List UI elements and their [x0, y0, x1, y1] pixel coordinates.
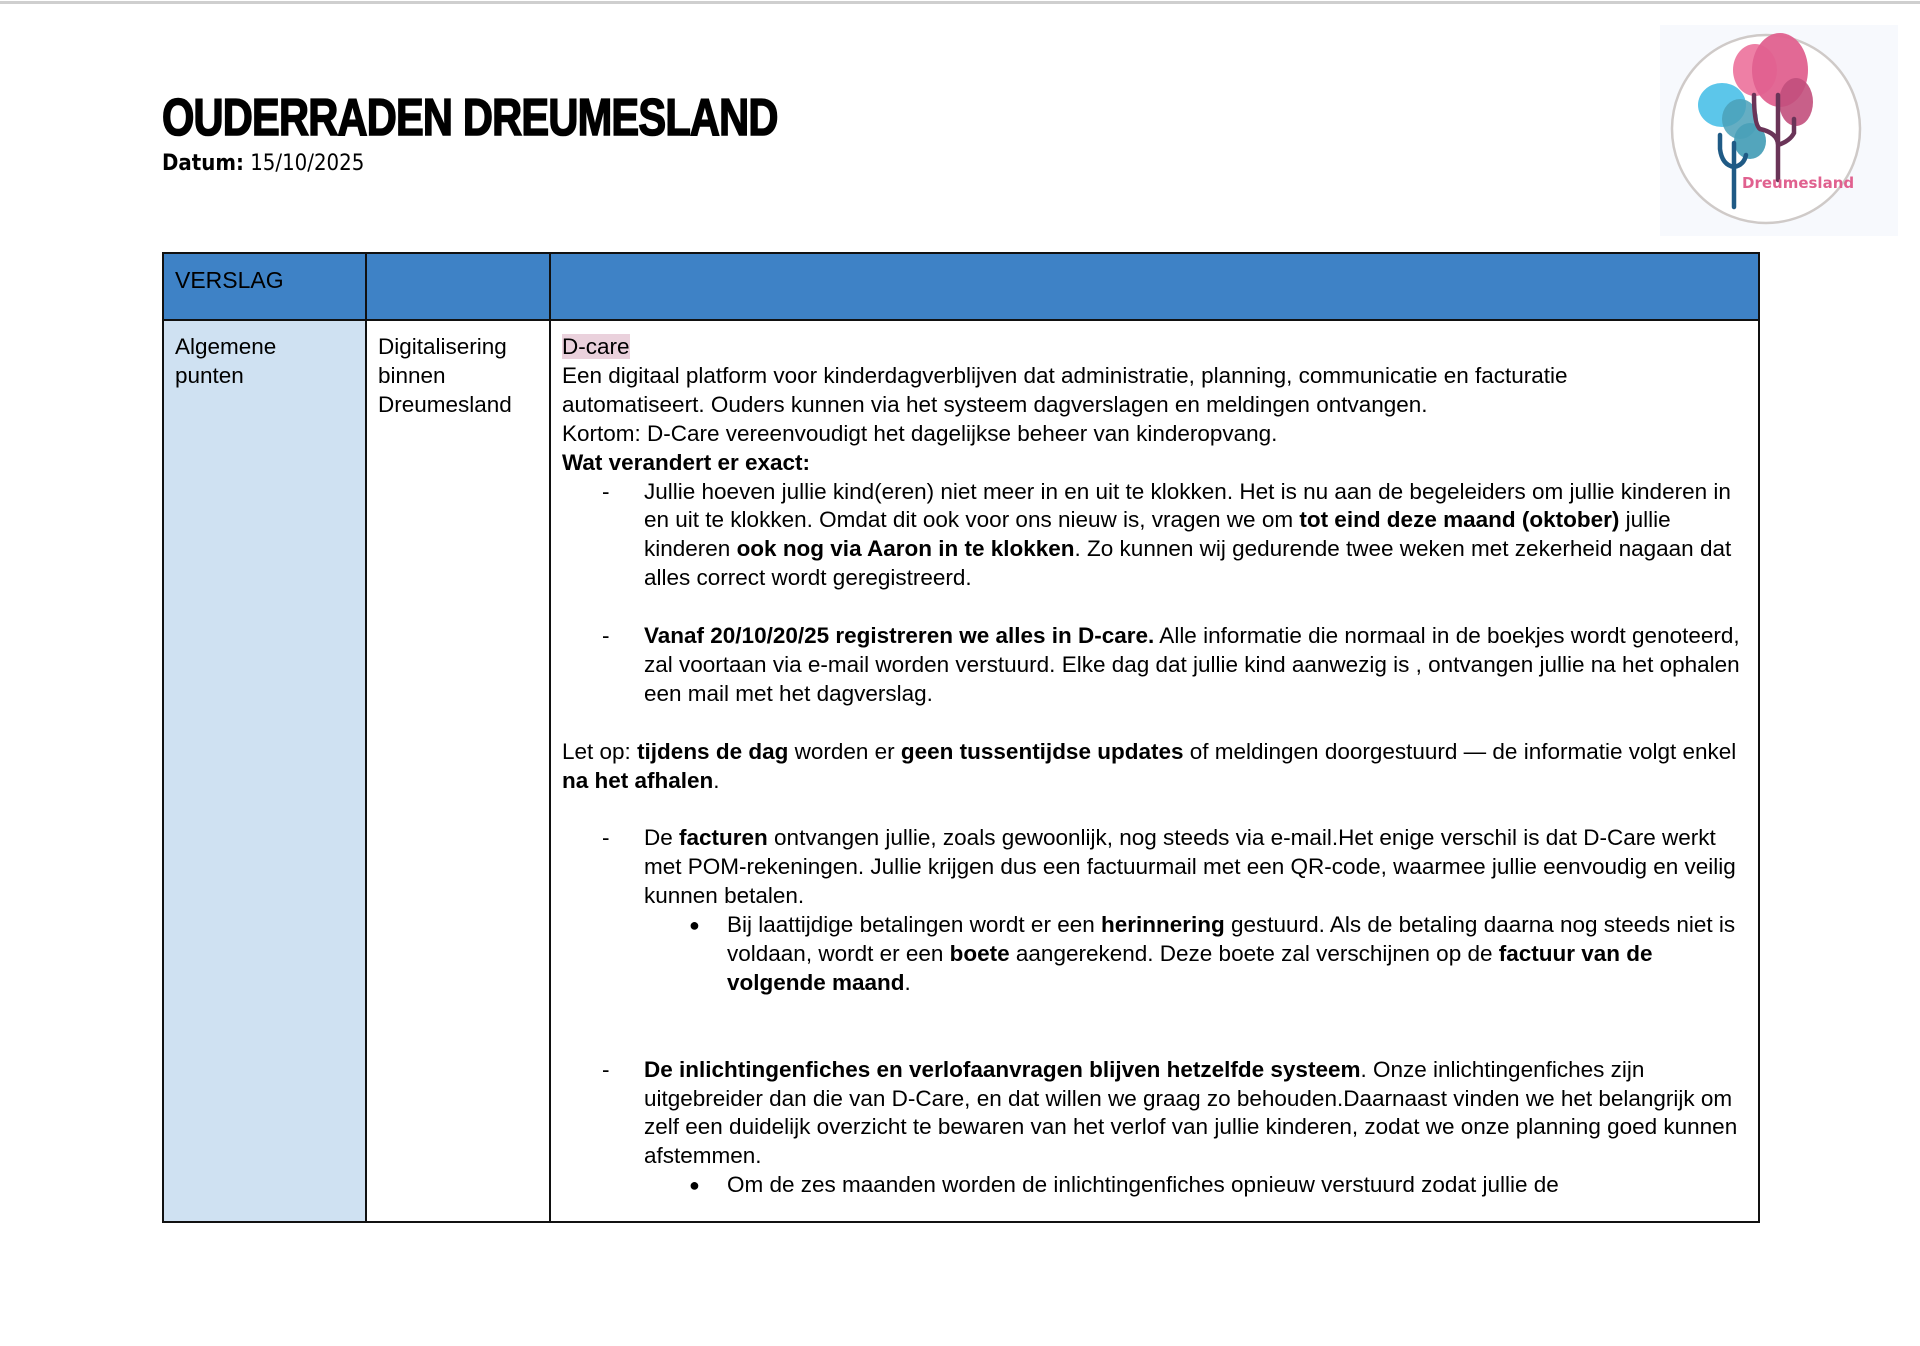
list-item: - Jullie hoeven jullie kind(eren) niet meer in en uit te klokken. Het is nu aan de begeleiders om jullie kinderen in en uit te klokken. Omdat dit ook voor ons nieuw is, vragen we om tot eind deze maand (oktober) jullie kinderen ook nog via Aaron in te klokken. Zo kunnen wij gedurende twee weken met zekerheid nagaan dat alles correct wordt geregistreerd. [602, 478, 1732, 591]
intro-line: automatiseert. Ouders kunnen via het systeem dagverslagen en meldingen ontvangen. [562, 391, 1428, 417]
topic-line: binnen [378, 362, 446, 388]
dash-marker: - [602, 478, 610, 504]
list-item: - De facturen ontvangen jullie, zoals gewoonlijk, nog steeds via e-mail.Het enige verschil is dat D-Care werkt met POM-rekeningen. Jullie krijgen dus een factuurmail met een QR-code, waarmee jullie eenvoudig en veilig kunnen betalen. [602, 825, 1736, 909]
document-date [162, 150, 364, 178]
report-table [162, 252, 1760, 1223]
dreumesland-logo [1660, 25, 1898, 236]
dash-marker: - [602, 1056, 610, 1082]
document-title: OUDERRADEN DREUMESLAND [162, 89, 778, 147]
note-paragraph: Let op: tijdens de dag worden er geen tussentijdse updates of meldingen doorgestuurd — de informatie volgt enkel na het afhalen. [562, 738, 1737, 793]
header-cell-verslag: VERSLAG [163, 253, 366, 320]
topic-cell [366, 320, 550, 1222]
content-cell [550, 320, 1759, 1222]
page-top-rule [0, 1, 1920, 4]
dash-marker: - [602, 825, 610, 851]
date-label: Datum: [162, 151, 244, 176]
table-row [163, 320, 1759, 1222]
list-item: - Vanaf 20/10/20/25 registreren we alles in D-care. Alle informatie die normaal in de boekjes wordt genoteerd, zal voortaan via e-mail worden verstuurd. Elke dag dat jullie kind aanwezig is , ontvangen jullie na het ophalen een mail met het dagverslag. [602, 623, 1740, 706]
content-subheading: Wat verandert er exact: [562, 449, 811, 475]
dash-marker: - [602, 623, 610, 649]
list-item: - De inlichtingenfiches en verlofaanvragen blijven hetzelfde systeem. Onze inlichtingenfiches zijn uitgebreider dan die van D-Care, en dat willen we graag zo behouden.Daarnaast vinden we het belangrijk om zelf een duidelijk overzicht te bewaren van het verlof van jullie kinderen, zodat we onze planning goed kunnen afstemmen. [602, 1056, 1738, 1169]
content-heading: D-care [562, 334, 630, 359]
logo-text: Dreumesland [1742, 174, 1855, 192]
bullet-marker: ● [689, 1175, 700, 1196]
topic-line: Digitalisering [378, 334, 507, 359]
intro-line: Kortom: D-Care vereenvoudigt het dagelijkse beheer van kinderopvang. [562, 420, 1278, 446]
table-header-row [163, 253, 1759, 320]
header-cell-empty [366, 253, 550, 320]
sub-list-item: ● Om de zes maanden worden de inlichtingenfiches opnieuw verstuurd zodat jullie de [562, 1171, 1748, 1200]
sub-list-item: ● Bij laattijdige betalingen wordt er een herinnering gestuurd. Als de betaling daarna nog steeds niet is voldaan, wordt er een boete aangerekend. Deze boete zal verschijnen op de factuur van de volgende maand. [689, 912, 1736, 995]
category-line: punten [175, 362, 244, 388]
category-line: Algemene [175, 334, 277, 359]
date-value: 15/10/2025 [250, 151, 365, 176]
category-cell [163, 320, 366, 1222]
bullet-marker: ● [689, 915, 700, 936]
topic-line: Dreumesland [378, 391, 512, 417]
header-cell-empty [550, 253, 1759, 320]
intro-line: Een digitaal platform voor kinderdagverblijven dat administratie, planning, communicatie en facturatie [562, 362, 1568, 388]
